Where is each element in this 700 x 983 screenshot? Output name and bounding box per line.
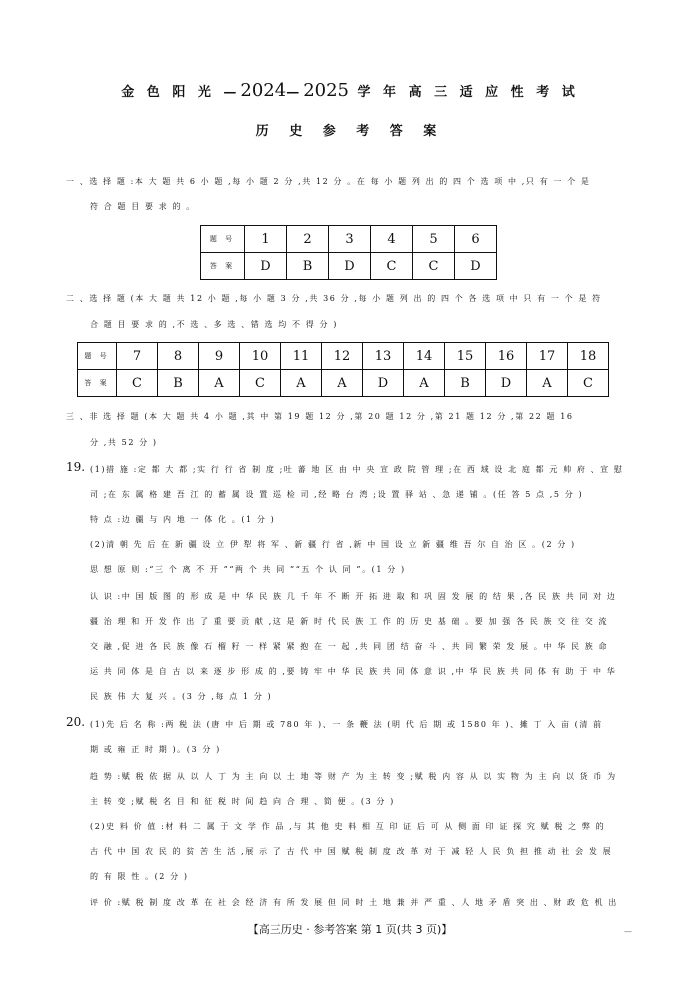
answer-cell: D <box>455 253 497 280</box>
question-number: 2 <box>287 226 329 253</box>
table-row <box>78 343 609 370</box>
question-number: 13 <box>363 343 404 370</box>
question-number-label: 题 号 <box>78 343 117 370</box>
question-number: 12 <box>322 343 363 370</box>
q20-line: 评 价 :赋 税 制 度 改 革 在 社 会 经 济 有 所 发 展 但 同 时 土 地 兼 并 严 重 、人 地 矛 盾 突 出 、财 政 危 机 出 <box>90 898 618 907</box>
q19-line: 民 族 伟 大 复 兴 。(3 分 ,每 点 1 分 ) <box>90 692 273 701</box>
footer-mark: — <box>624 927 632 936</box>
q19-line: 认 识 :中 国 版 图 的 形 成 是 中 华 民 族 几 千 年 不 断 开 拓 进 取 和 巩 固 发 展 的 结 果 ,各 民 族 共 同 对 边 <box>90 592 617 601</box>
answer-cell: A <box>322 370 363 397</box>
answer-table-2 <box>77 342 609 397</box>
question-number: 15 <box>445 343 486 370</box>
answer-key-title: 历 史 参 考 答 案 <box>255 124 445 139</box>
answer-cell: C <box>240 370 281 397</box>
q20-line: (1)先 后 名 称 :两 税 法 (唐 中 后 期 或 780 年 )、一 条 鞭 法 (明 代 后 期 或 1580 年 )、摊 丁 入 亩 (清 前 <box>90 720 603 729</box>
section2-instructions-cont: 合 题 目 要 求 的 ,不 选 、多 选 、错 选 均 不 得 分 ) <box>90 320 338 329</box>
question-number: 7 <box>117 343 158 370</box>
q19-line: 交 融 ,促 进 各 民 族 像 石 榴 籽 一 样 紧 紧 抱 在 一 起 ,共 同 团 结 奋 斗 、共 同 繁 荣 发 展 。中 华 民 族 命 <box>90 642 609 651</box>
section2-instructions: 二 、选 择 题 (本 大 题 共 12 小 题 ,每 小 题 3 分 ,共 36 分 ,每 小 题 列 出 的 四 个 各 选 项 中 只 有 一 个 是 符 <box>66 294 602 303</box>
question-number: 9 <box>199 343 240 370</box>
q19-line: 特 点 :边 疆 与 内 地 一 体 化 。(1 分 ) <box>90 515 276 524</box>
question-number: 1 <box>245 226 287 253</box>
question-number: 10 <box>240 343 281 370</box>
question-number: 8 <box>158 343 199 370</box>
question-number: 3 <box>329 226 371 253</box>
q19-line: 思 想 原 则 :“三 个 离 不 开 ”“两 个 共 同 ”“五 个 认 同 ”。(1 分 ) <box>90 565 406 574</box>
q19-line: 司 ;在 东 属 格 建 吾 江 的 蓄 属 设 置 巡 检 司 ,经 略 台 湾 ;设 置 驿 站 、急 递 铺 。(任 答 5 点 ,5 分 ) <box>90 490 584 499</box>
question-number: 16 <box>486 343 527 370</box>
q19-line: 疆 治 理 和 开 发 作 出 了 重 要 贡 献 ,这 是 新 时 代 民 族 工 作 的 历 史 基 础 。要 加 强 各 民 族 交 往 交 流 <box>90 617 609 626</box>
question-number: 11 <box>281 343 322 370</box>
answer-label: 答 案 <box>201 253 245 280</box>
answer-cell: D <box>363 370 404 397</box>
question-number: 5 <box>413 226 455 253</box>
question-number-label: 题 号 <box>201 226 245 253</box>
q20-line: 趋 势 :赋 税 依 据 从 以 人 丁 为 主 向 以 土 地 等 财 产 为 主 转 变 ;赋 税 内 容 从 以 实 物 为 主 向 以 货 币 为 <box>90 772 617 781</box>
answer-cell: A <box>281 370 322 397</box>
answer-cell: C <box>568 370 609 397</box>
question-number: 18 <box>568 343 609 370</box>
question-19-number: 19. <box>66 460 86 474</box>
section1-instructions-cont: 符 合 题 目 要 求 的 。 <box>90 202 196 211</box>
answer-cell: A <box>527 370 568 397</box>
question-20-number: 20. <box>66 715 86 729</box>
table-row <box>78 370 609 397</box>
q20-line: 主 转 变 ;赋 税 名 目 和 征 税 时 间 趋 向 合 理 、简 便 。(3 分 ) <box>90 797 395 806</box>
q20-line: 古 代 中 国 农 民 的 贫 苦 生 活 ,展 示 了 古 代 中 国 赋 税 制 度 改 革 对 于 减 轻 人 民 负 担 推 动 社 会 发 展 <box>90 847 613 856</box>
answer-cell: D <box>486 370 527 397</box>
question-number: 14 <box>404 343 445 370</box>
answer-cell: D <box>245 253 287 280</box>
table-row <box>201 226 497 253</box>
answer-cell: D <box>329 253 371 280</box>
q20-line: 期 或 雍 正 时 期 )。(3 分 ) <box>90 745 221 754</box>
q20-line: (2)史 料 价 值 :材 料 二 属 于 文 学 作 品 ,与 其 他 史 料 相 互 印 证 后 可 从 侧 面 印 证 探 究 赋 税 之 弊 的 <box>90 822 606 831</box>
q19-line: (1)措 施 :定 都 大 都 ;实 行 行 省 制 度 ;吐 蕃 地 区 由 中 央 宣 政 院 管 理 ;在 西 域 设 北 庭 都 元 帅 府 、宣 慰 <box>90 465 624 474</box>
answer-label: 答 案 <box>78 370 117 397</box>
section3-instructions: 三 、非 选 择 题 (本 大 题 共 4 小 题 ,其 中 第 19 题 12 分 ,第 20 题 12 分 ,第 21 题 12 分 ,第 22 题 16 <box>66 412 574 421</box>
answer-cell: B <box>287 253 329 280</box>
answer-cell: C <box>117 370 158 397</box>
exam-title: 金 色 阳 光 —2024—2025 学 年 高 三 适 应 性 考 试 <box>121 80 579 101</box>
answer-cell: C <box>371 253 413 280</box>
answer-cell: C <box>413 253 455 280</box>
answer-cell: A <box>404 370 445 397</box>
answer-cell: B <box>158 370 199 397</box>
section3-instructions-cont: 分 ,共 52 分 ) <box>90 438 158 447</box>
answer-table-1 <box>200 225 497 280</box>
question-number: 6 <box>455 226 497 253</box>
q19-line: (2)清 朝 先 后 在 新 疆 设 立 伊 犁 将 军 、新 疆 行 省 ,新 中 国 设 立 新 疆 维 吾 尔 自 治 区 。(2 分 ) <box>90 540 576 549</box>
table-row <box>201 253 497 280</box>
q19-line: 运 共 同 体 是 自 古 以 来 逐 步 形 成 的 ,要 铸 牢 中 华 民 族 共 同 体 意 识 ,中 华 民 族 共 同 体 有 助 于 中 华 <box>90 667 617 676</box>
answer-cell: B <box>445 370 486 397</box>
page-footer: 【高三历史 · 参考答案 第 1 页(共 3 页)】 <box>247 923 453 936</box>
section1-instructions: 一 、选 择 题 :本 大 题 共 6 小 题 ,每 小 题 2 分 ,共 12 分 。在 每 小 题 列 出 的 四 个 选 项 中 ,只 有 一 个 是 <box>66 177 591 186</box>
q20-line: 的 有 限 性 。(2 分 ) <box>90 872 189 881</box>
question-number: 17 <box>527 343 568 370</box>
answer-cell: A <box>199 370 240 397</box>
question-number: 4 <box>371 226 413 253</box>
